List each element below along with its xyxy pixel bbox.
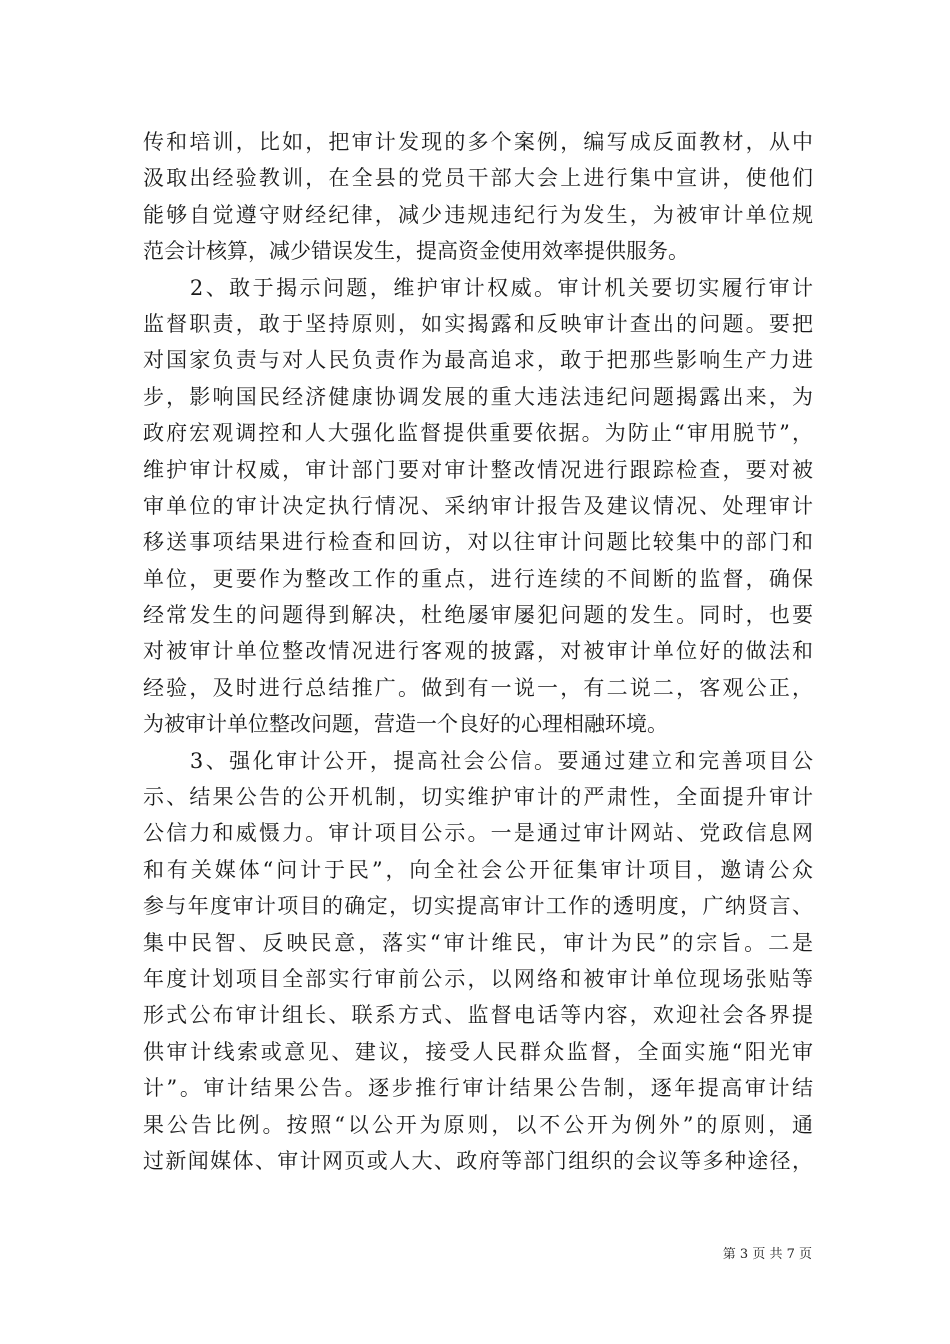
text-line: 年度计划项目全部实行审前公示，以网络和被审计单位现场张贴等 [143, 966, 813, 991]
text-line: 对被审计单位整改情况进行客观的披露，对被审计单位好的做法和 [143, 639, 813, 664]
text-line: 形式公布审计组长、联系方式、监督电话等内容，欢迎社会各界提 [143, 1003, 813, 1028]
text-line: 能够自觉遵守财经纪律，减少违规违纪行为发生，为被审计单位规 [143, 202, 813, 227]
body-text [143, 124, 813, 1179]
text-line: 步，影响国民经济健康协调发展的重大违法违纪问题揭露出来，为 [143, 384, 813, 409]
text-line: 过新闻媒体、审计网页或人大、政府等部门组织的会议等多种途径， [143, 1148, 813, 1173]
text-line: 范会计核算，减少错误发生，提高资金使用效率提供服务。 [143, 239, 689, 264]
text-line: 监督职责，敢于坚持原则，如实揭露和反映审计查出的问题。要把 [143, 311, 813, 336]
text-line: 经验，及时进行总结推广。做到有一说一，有二说二，客观公正， [143, 675, 813, 700]
text-line: 为被审计单位整改问题，营造一个良好的心理相融环境。 [143, 712, 668, 737]
text-line: 传和培训，比如，把审计发现的多个案例，编写成反面教材，从中 [143, 130, 813, 154]
text-line: 单位，更要作为整改工作的重点，进行连续的不间断的监督，确保 [143, 566, 813, 591]
text-line: 维护审计权威，审计部门要对审计整改情况进行跟踪检查，要对被 [143, 457, 813, 482]
text-line: 集中民智、反映民意，落实“审计维民，审计为民”的宗旨。二是 [143, 930, 813, 955]
text-line: 汲取出经验教训，在全县的党员干部大会上进行集中宣讲，使他们 [143, 166, 813, 191]
text-line: 果公告比例。按照“以公开为原则，以不公开为例外”的原则，通 [143, 1112, 813, 1137]
text-line: 供审计线索或意见、建议，接受人民群众监督，全面实施“阳光审 [143, 1039, 813, 1064]
text-line: 3、强化审计公开，提高社会公信。要通过建立和完善项目公 [143, 748, 813, 773]
text-line: 2、敢于揭示问题，维护审计权威。审计机关要切实履行审计 [143, 275, 813, 300]
text-line: 政府宏观调控和人大强化监督提供重要依据。为防止“审用脱节”， [143, 421, 813, 446]
text-line: 示、结果公告的公开机制，切实维护审计的严肃性，全面提升审计 [143, 785, 813, 810]
text-line: 公信力和威慑力。审计项目公示。一是通过审计网站、党政信息网 [143, 821, 813, 846]
text-line: 计”。审计结果公告。逐步推行审计结果公告制，逐年提高审计结 [143, 1076, 813, 1101]
text-line: 参与年度审计项目的确定，切实提高审计工作的透明度，广纳贤言、 [143, 894, 813, 919]
text-line: 经常发生的问题得到解决，杜绝屡审屡犯问题的发生。同时，也要 [143, 603, 813, 628]
text-line: 移送事项结果进行检查和回访，对以往审计问题比较集中的部门和 [143, 530, 813, 555]
page-number: 第 3 页 共 7 页 [722, 1247, 812, 1262]
text-line: 审单位的审计决定执行情况、采纳审计报告及建议情况、处理审计 [143, 493, 813, 518]
text-line: 对国家负责与对人民负责作为最高追求，敢于把那些影响生产力进 [143, 348, 813, 373]
text-line: 和有关媒体“问计于民”，向全社会公开征集审计项目，邀请公众 [143, 857, 813, 882]
